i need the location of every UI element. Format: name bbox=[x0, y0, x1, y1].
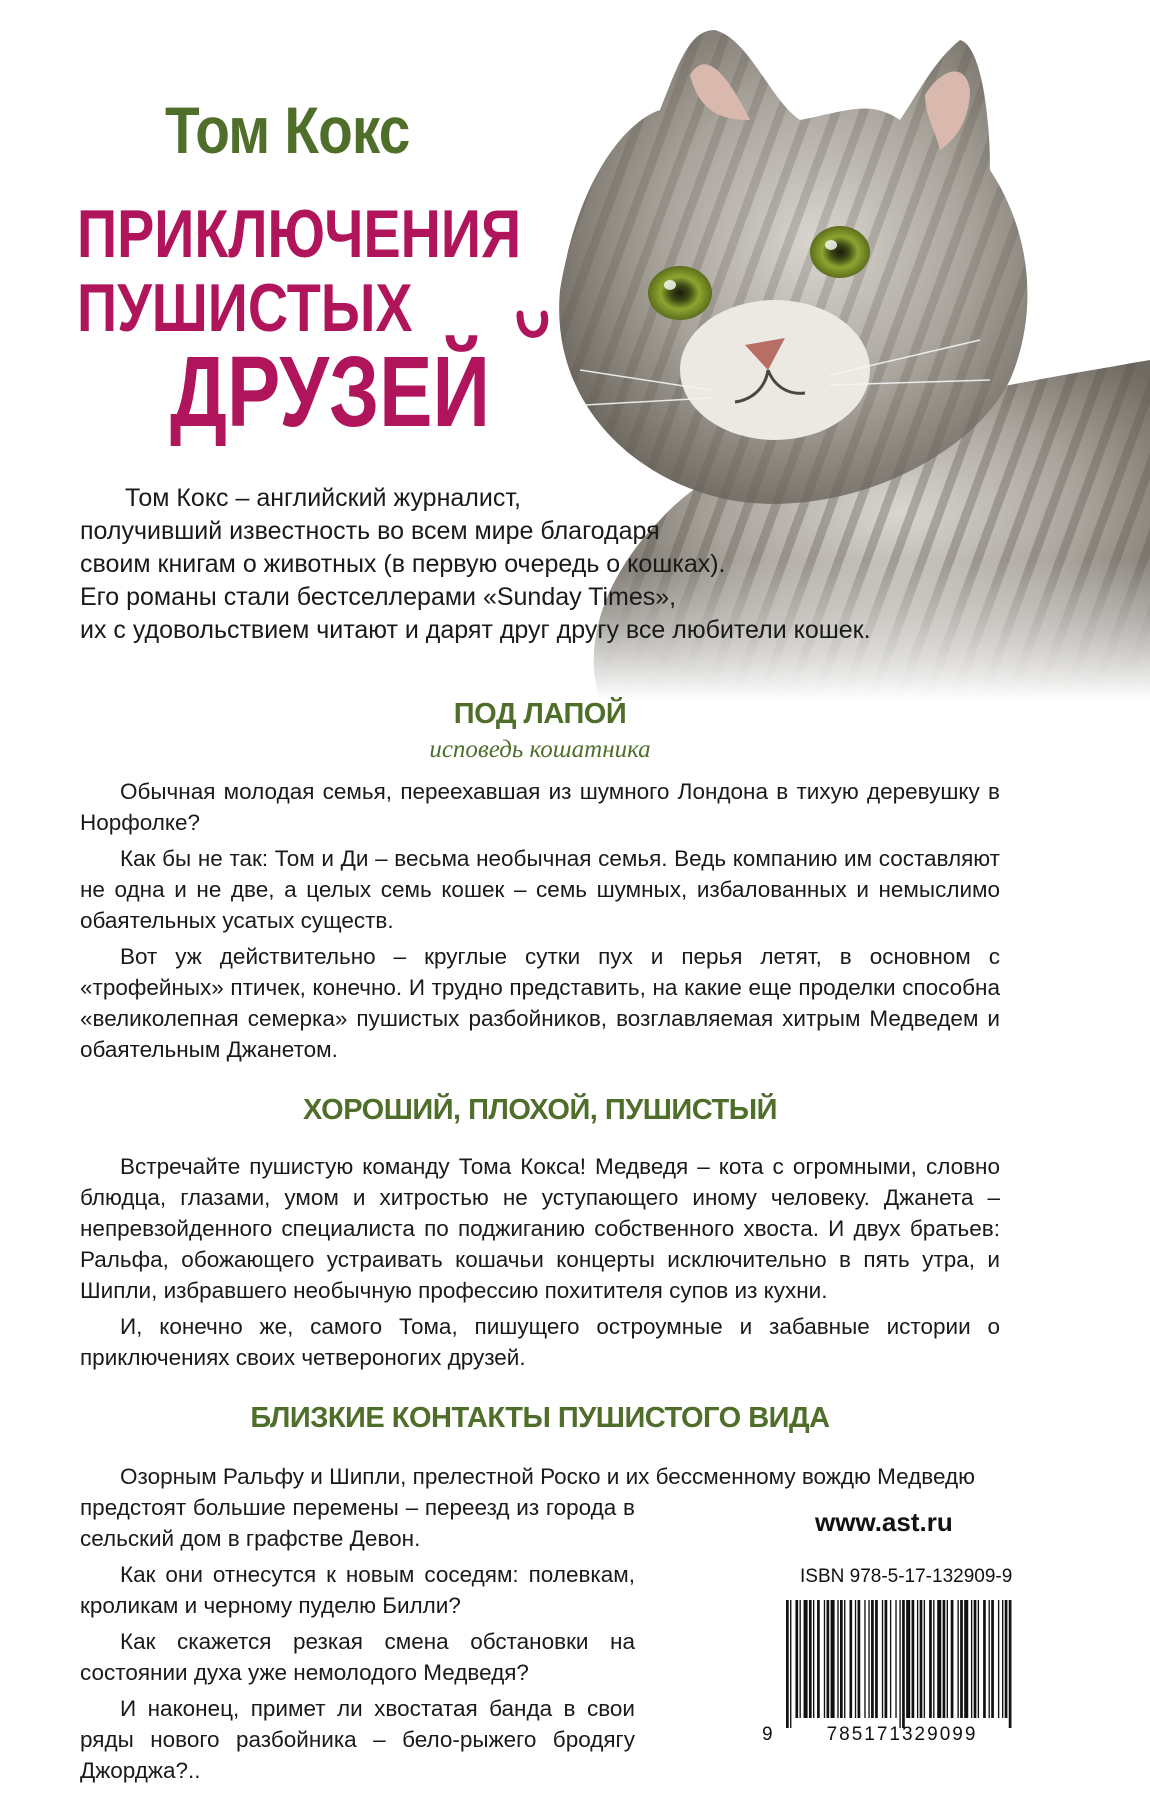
paragraph: предстоят большие перемены – переезд из города в сельский дом в графстве Девон. bbox=[80, 1495, 635, 1551]
paragraph-first-line: Озорным Ральфу и Шипли, прелестной Роско и их бессменному вождю Медведю bbox=[120, 1464, 975, 1489]
book-2-heading: ХОРОШИЙ, ПЛОХОЙ, ПУШИСТЫЙ bbox=[303, 1094, 777, 1126]
publisher-website: www.ast.ru bbox=[815, 1507, 953, 1537]
intro-line: Том Кокс – английский журналист, bbox=[125, 484, 521, 512]
paragraph: Обычная молодая семья, переехавшая из шумного Лондона в тихую деревушку в Норфолке? bbox=[80, 779, 1000, 835]
author-name: Том Кокс bbox=[165, 93, 410, 167]
paragraph: Как скажется резкая смена обстановки на состоянии духа уже немолодого Медведя? bbox=[80, 1629, 635, 1685]
paragraph: Встречайте пушистую команду Тома Кокса! Медведя – кота с огромными, словно блюдца, глазами, умом и хитростью не уступающего иному человеку. Джанета – непревзойденного специалиста по поджиганию собственного хвоста. И двух братьев: Ральфа, обожающего устраивать кошачьи концерты исключительно в пять утра, и Шипли, избравшего необычную профессию похитителя супов из кухни. bbox=[80, 1154, 1000, 1303]
paragraph: И, конечно же, самого Тома, пишущего остроумные и забавные истории о приключениях своих четвероногих друзей. bbox=[80, 1314, 1000, 1370]
book-3-description-narrow bbox=[80, 1492, 635, 1791]
book-title-line-3: ДРУЗЕЙ bbox=[170, 336, 491, 448]
intro-line: их с удовольствием читают и дарят друг другу все любители кошек. bbox=[80, 616, 871, 644]
book-1-description bbox=[80, 776, 1000, 1070]
book-title-line-1: ПРИКЛЮЧЕНИЯ bbox=[77, 196, 522, 272]
book-1-subheading: исповедь кошатника bbox=[429, 736, 651, 763]
book-title-line-2: ПУШИСТЫХ bbox=[77, 270, 413, 346]
paw-mark-icon bbox=[514, 300, 550, 340]
paragraph: Вот уж действительно – круглые сутки пух и перья летят, в основном с «трофейных» птичек, конечно. И трудно представить, на какие еще проделки способна «великолепная семерка» пушистых разбойников, возглавляемая хитрым Медведем и обаятельным Джанетом. bbox=[80, 944, 1000, 1062]
barcode-lead-digit: 9 bbox=[762, 1724, 773, 1745]
author-intro bbox=[80, 482, 940, 647]
book-2-description bbox=[80, 1151, 1000, 1378]
intro-line: получивший известность во всем мире благодаря bbox=[80, 517, 660, 545]
barcode bbox=[780, 1596, 1020, 1736]
isbn: ISBN 978-5-17-132909-9 bbox=[800, 1566, 1013, 1587]
book-1-heading: ПОД ЛАПОЙ bbox=[453, 698, 627, 730]
paragraph: И наконец, примет ли хвостатая банда в свои ряды нового разбойника – бело-рыжего бродягу Джорджа?.. bbox=[80, 1696, 635, 1783]
intro-line: Его романы стали бестселлерами «Sunday Times», bbox=[80, 583, 677, 611]
barcode-digits: 785171329099 bbox=[826, 1724, 978, 1745]
paragraph: Как они отнесутся к новым соседям: полевкам, кроликам и черному пуделю Билли? bbox=[80, 1562, 635, 1618]
book-3-heading: БЛИЗКИЕ КОНТАКТЫ ПУШИСТОГО ВИДА bbox=[250, 1402, 830, 1434]
paragraph: Как бы не так: Том и Ди – весьма необычная семья. Ведь компанию им составляют не одна и не две, а целых семь кошек – семь шумных, избалованных и немыслимо обаятельных усатых существ. bbox=[80, 846, 1000, 933]
intro-line: своим книгам о животных (в первую очередь о кошках). bbox=[80, 550, 726, 578]
